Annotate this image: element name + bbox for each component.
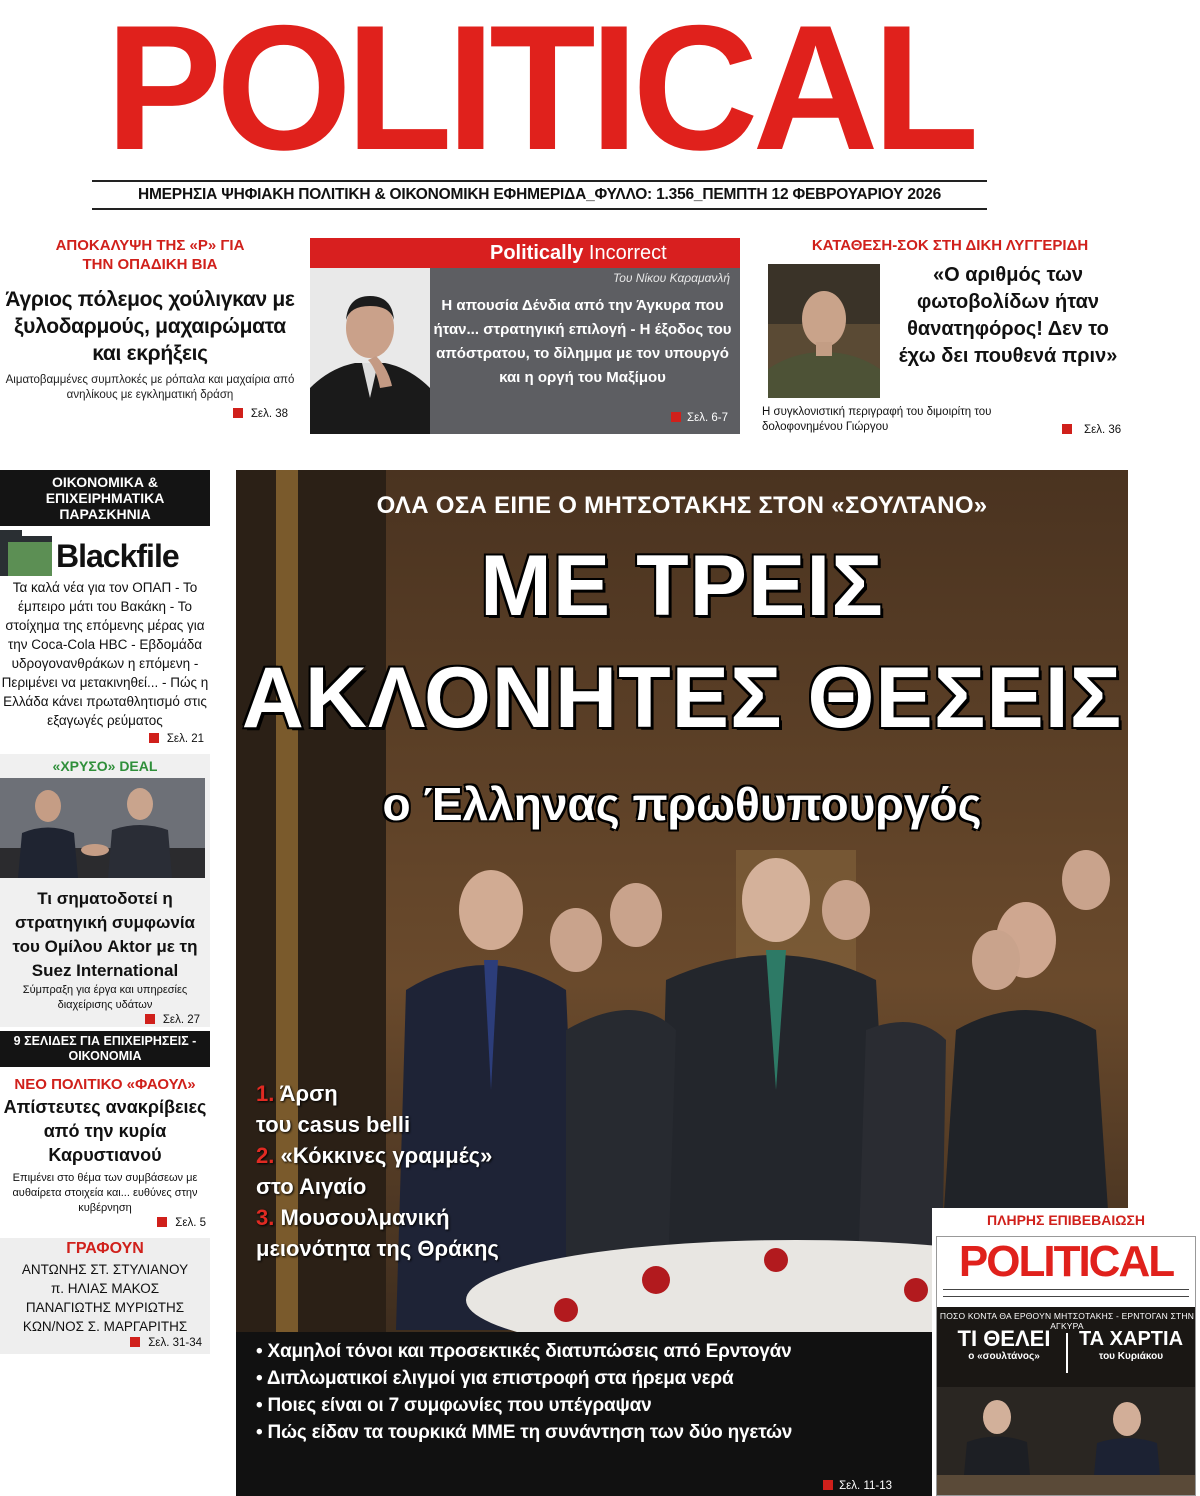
story-summary: Η συγκλονιστική περιγραφή του διμοιρίτη του δολοφονημένου Γιώργου <box>762 406 992 433</box>
story-quote: «Ο αριθμός των φωτοβολίδων ήταν θανατηφόρος! Δεν το έχω δει πουθενά πριν» <box>898 264 1118 367</box>
story-hooligans[interactable] <box>0 236 300 421</box>
mini-right-head: ΤΑ ΧΑΡΤΙΑ του Κυριάκου <box>1078 1328 1184 1362</box>
page-ref: Σελ. 21 <box>0 732 210 746</box>
blackfile-text[interactable]: Τα καλά νέα για τον ΟΠΑΠ - Το έμπειρο μάτι του Βακάκη - Το στοίχημα της επόμενης μέρας για την Coca-Cola HBC - Εβδομάδα υδρογονανθράκων η επόμενη - Περιμένει να μετακινηθεί... - Πώς η Ελλάδα κάνει πρωταθλητισμό στις εξαγωγές ρεύματος <box>1 580 209 728</box>
writer-name: π. ΗΛΙΑΣ ΜΑΚΟΣ <box>50 1281 160 1296</box>
point-line: μειονότητα της Θράκης <box>256 1236 499 1261</box>
main-subtitle: ο Έλληνας πρωθυπουργός <box>382 778 982 830</box>
main-headline: ΜΕ ΤΡΕΙΣ ΑΚΛΟΝΗΤΕΣ ΘΕΣΕΙΣ <box>241 538 1123 746</box>
mini-top-line: ΠΟΣΟ ΚΟΝΤΑ ΘΑ ΕΡΘΟΥΝ ΜΗΤΣΟΤΑΚΗΣ - ΕΡΝΤΟΓΑΝ ΣΤΗΝ ΑΓΚΥΡΑ <box>939 1311 1195 1331</box>
politically-incorrect-box[interactable] <box>310 238 740 434</box>
columnist-photo <box>310 268 430 434</box>
mini-left-head: ΤΙ ΘΕΛΕΙ ο «σουλτάνος» <box>957 1326 1051 1362</box>
mini-photo <box>937 1387 1196 1496</box>
page-ref: Σελ. 38 <box>0 407 300 421</box>
masthead-logo: POLITICAL <box>105 0 974 187</box>
bullet-item: • Διπλωματικοί ελιγμοί για επιστροφή στα ήρεμα νερά <box>256 1368 734 1389</box>
story-headline[interactable]: Απίστευτες ανακρίβειες από την κυρία Καρυστιανού <box>3 1097 207 1165</box>
point-line: στο Αιγαίο <box>256 1174 367 1199</box>
page-ref: Σελ. 11-13 <box>823 1480 892 1492</box>
deal-photo <box>0 778 205 878</box>
story-kicker: ΑΠΟΚΑΛΥΨΗ ΤΗΣ «P» ΓΙΑ ΤΗΝ ΟΠΑΔΙΚΗ ΒΙΑ <box>55 237 245 273</box>
bullet-item: • Πώς είδαν τα τουρκικά ΜΜΕ τη συνάντηση των δύο ηγετών <box>256 1422 793 1443</box>
page-ref: Σελ. 27 <box>0 1013 210 1027</box>
bullet-item: • Χαμηλοί τόνοι και προσεκτικές διατυπώσεις από Ερντογάν <box>256 1341 792 1362</box>
story-summary: Αιματοβαμμένες συμπλοκές με ρόπαλα και μαχαίρια από ανηλίκους με εγκληματική δράση <box>5 374 295 401</box>
mini-kicker: ΠΛΗΡΗΣ ΕΠΙΒΕΒΑΙΩΣΗ <box>987 1212 1145 1228</box>
folder-icon <box>0 536 52 576</box>
dateline: ΗΜΕΡΗΣΙΑ ΨΗΦΙΑΚΗ ΠΟΛΙΤΙΚΗ & ΟΙΚΟΝΟΜΙΚΗ ΕΦΗΜΕΡΙΔΑ_ΦΥΛΛΟ: 1.356_ΠΕΜΠΤΗ 12 ΦΕΒΡΟΥΑΡΙΟΥ 2026 <box>92 180 987 210</box>
page-ref: Σελ. 5 <box>0 1216 210 1230</box>
point-line: 1. Άρση <box>256 1081 338 1106</box>
witness-photo <box>768 264 880 398</box>
story-summary: Σύμπραξη για έργα και υπηρεσίες διαχείρισης υδάτων <box>22 984 188 1011</box>
column-text: Η απουσία Δένδια από την Άγκυρα που ήταν... στρατηγική επιλογή - Η έξοδος του απόστρατου, το δίλημμα με τον υπουργό και η οργή του Μαξίμου <box>433 297 732 386</box>
writers-box <box>0 1238 210 1354</box>
mini-front-page[interactable] <box>932 1208 1200 1496</box>
story-summary: Επιμένει στο θέμα των συμβάσεων με αυθαίρετα στοιχεία και... ευθύνες στην κυβέρνηση <box>12 1172 198 1214</box>
page-ref: Σελ. 6-7 <box>671 412 728 424</box>
blackfile-logo: Blackfile <box>0 526 210 578</box>
mini-masthead: POLITICAL <box>958 1237 1174 1286</box>
story-headline: Άγριος πόλεμος χούλιγκαν με ξυλοδαρμούς, μαχαιρώματα και εκρήξεις <box>5 288 295 365</box>
main-kicker: ΟΛΑ ΟΣΑ ΕΙΠΕ Ο ΜΗΤΣΟΤΑΚΗΣ ΣΤΟΝ «ΣΟΥΛΤΑΝΟ» <box>376 492 988 519</box>
deal-story[interactable] <box>0 754 210 1027</box>
story-headline: Τι σηματοδοτεί η στρατηγική συμφωνία του Ομίλου Aktor με τη Suez International <box>12 889 198 980</box>
page-ref: Σελ. 36 <box>1062 424 1121 436</box>
bullet-item: • Ποιες είναι οι 7 συμφωνίες που υπέγραψαν <box>256 1395 652 1416</box>
point-line: 2. «Κόκκινες γραμμές» <box>256 1143 493 1168</box>
section-title: ΟΙΚΟΝΟΜΙΚΑ & ΕΠΙΧΕΙΡΗΜΑΤΙΚΑ ΠΑΡΑΣΚΗΝΙΑ <box>0 470 210 526</box>
page-ref: Σελ. 31-34 <box>0 1336 210 1350</box>
story-kicker: «ΧΡΥΣΟ» DEAL <box>52 758 158 774</box>
writer-name: ΚΩΝ/ΝΟΣ Σ. ΜΑΡΓΑΡΙΤΗΣ <box>22 1319 188 1334</box>
economy-pages-badge: 9 ΣΕΛΙΔΕΣ ΓΙΑ ΕΠΙΧΕΙΡΗΣΕΙΣ - ΟΙΚΟΝΟΜΙΑ <box>0 1031 210 1067</box>
story-kicker: ΚΑΤΑΘΕΣΗ-ΣΟΚ ΣΤΗ ΔΙΚΗ ΛΥΓΓΕΡΙΔΗ <box>811 237 1089 254</box>
column-author: Του Νίκου Καραμανλή <box>612 271 730 285</box>
main-points <box>256 1078 576 1264</box>
writer-name: ΠΑΝΑΓΙΩΤΗΣ ΜΥΡΙΩΤΗΣ <box>25 1300 185 1315</box>
writer-name: ΑΝΤΩΝΗΣ ΣΤ. ΣΤΥΛΙΑΝΟΥ <box>21 1262 189 1277</box>
story-kicker: ΝΕΟ ΠΟΛΙΤΙΚΟ «ΦΑΟΥΛ» <box>14 1076 196 1093</box>
point-line: του casus belli <box>256 1112 411 1137</box>
story-lygeridis[interactable] <box>760 236 1140 255</box>
column-title: Politically Incorrect <box>490 242 667 264</box>
left-column <box>0 470 210 1354</box>
mini-page <box>936 1236 1196 1496</box>
writers-kicker: ΓΡΑΦΟΥΝ <box>66 1240 144 1257</box>
point-line: 3. Μουσουλμανική <box>256 1205 450 1230</box>
